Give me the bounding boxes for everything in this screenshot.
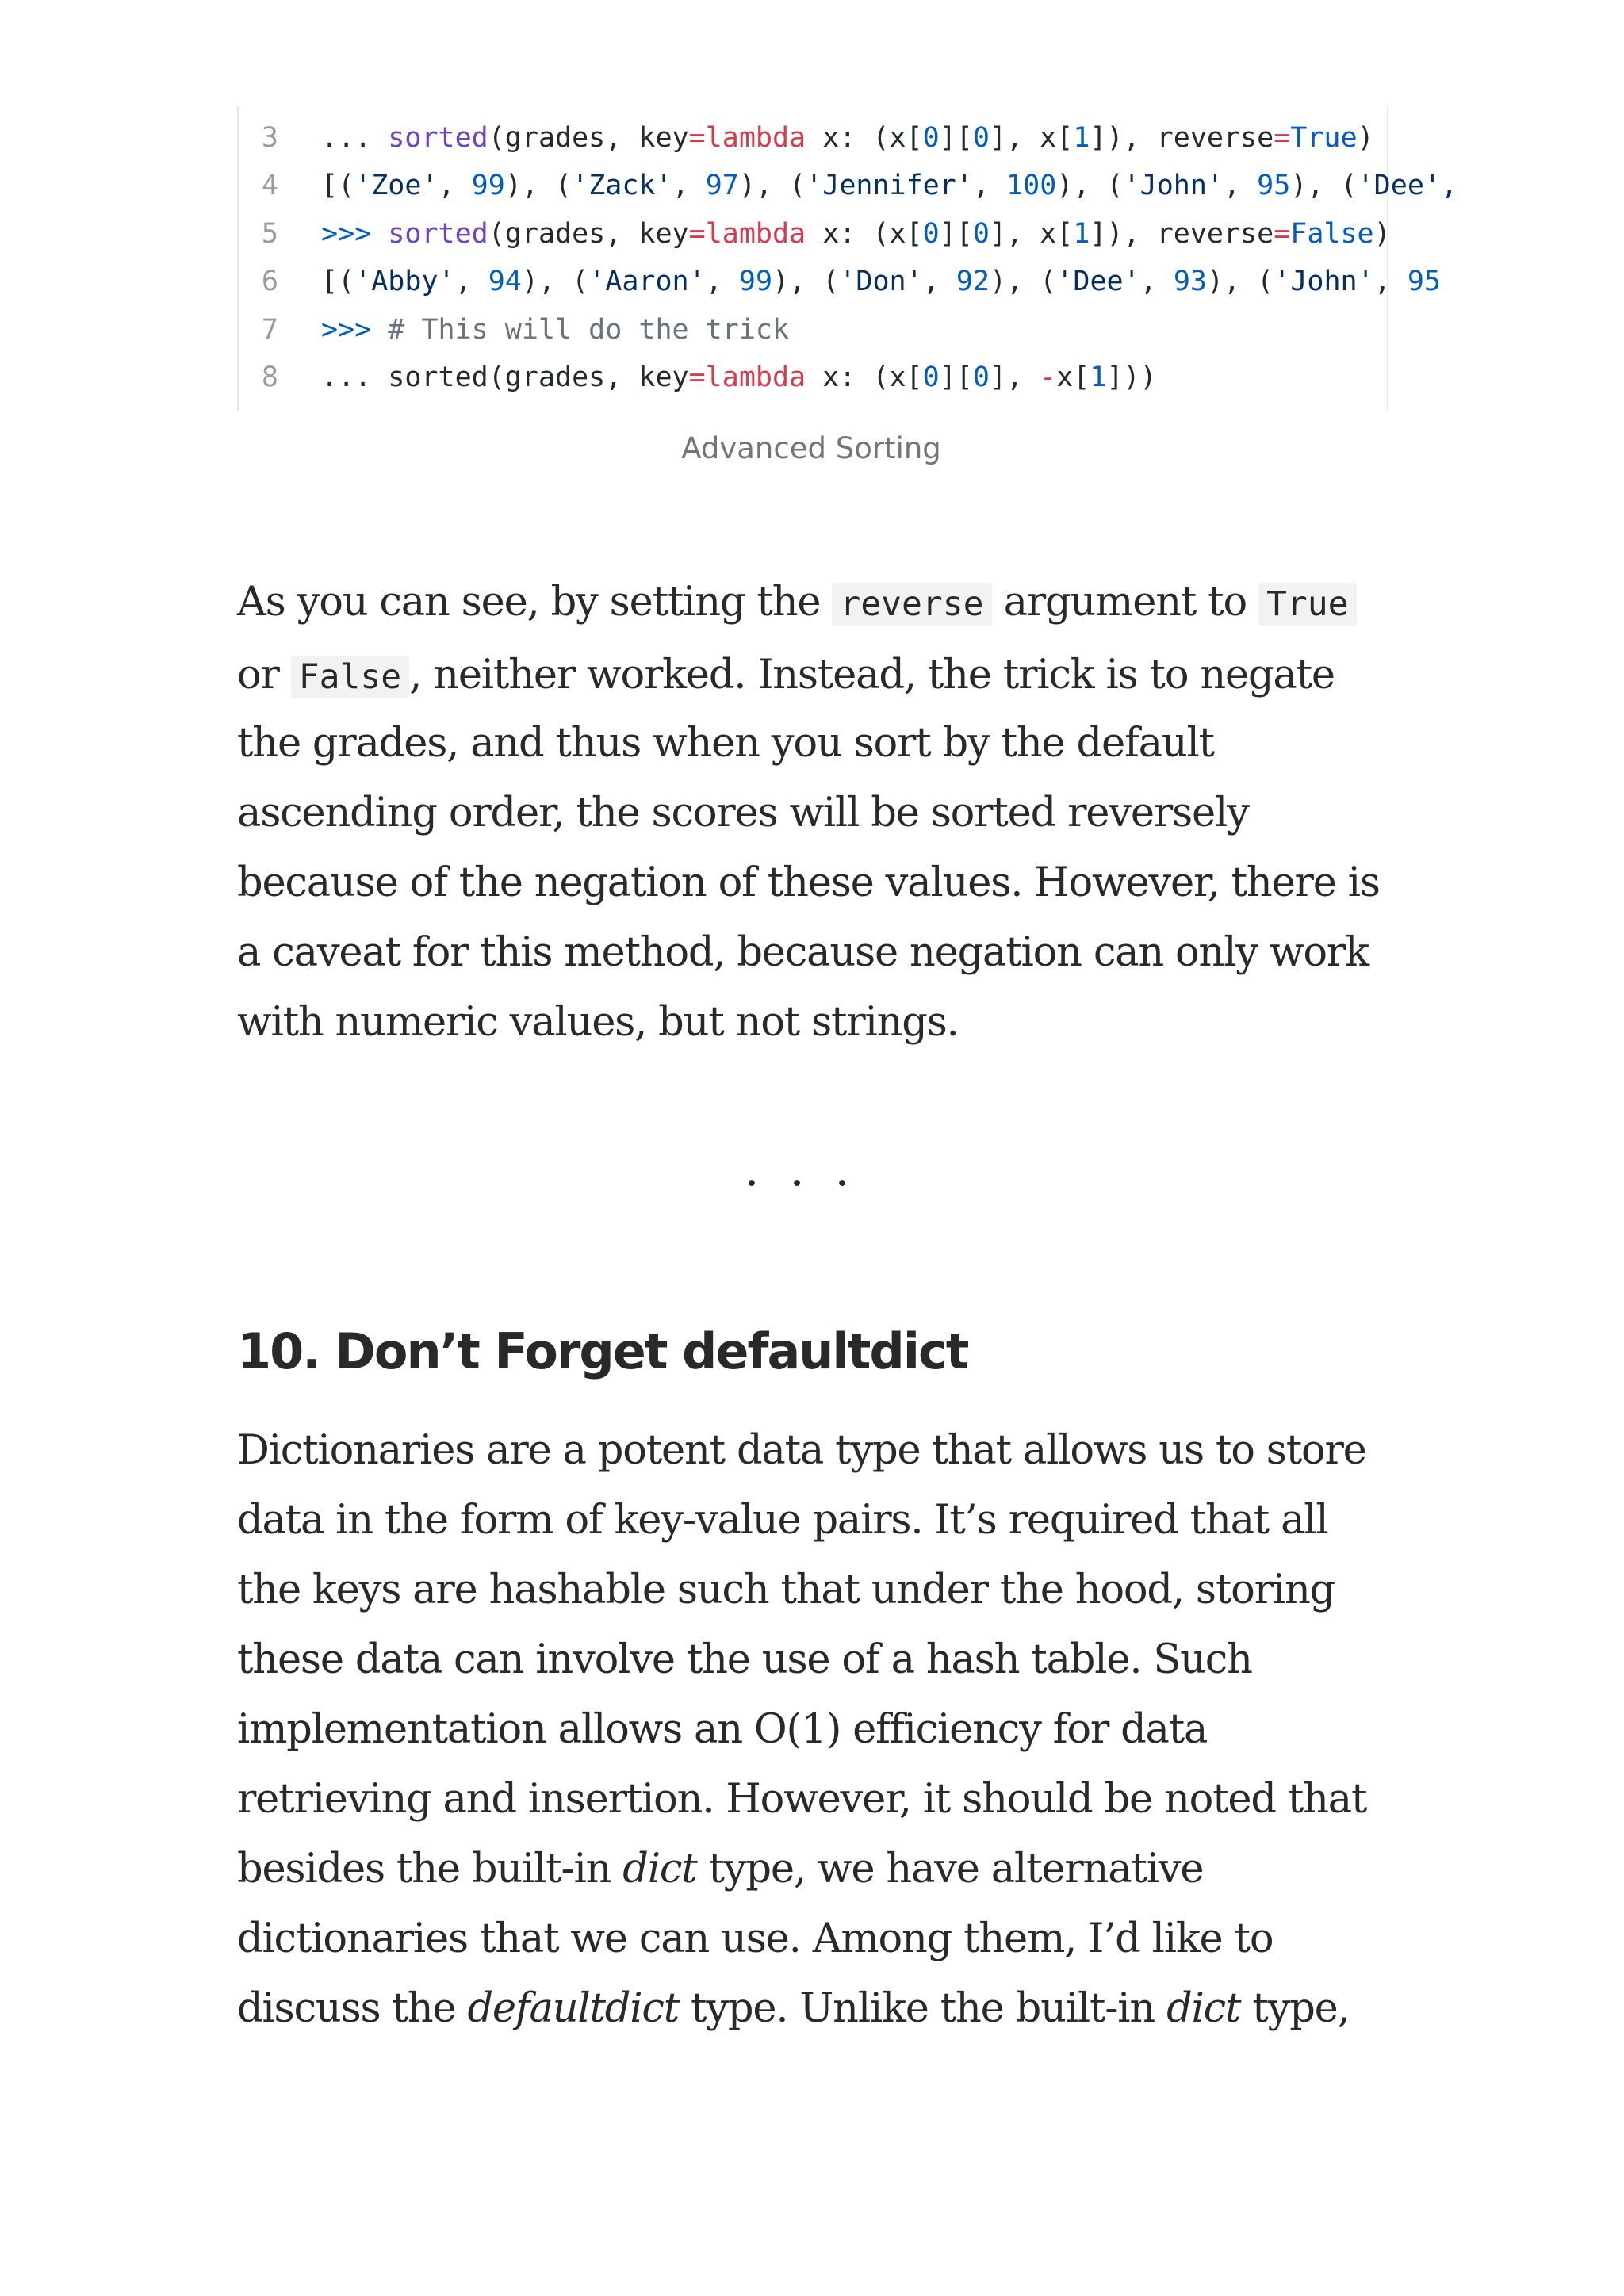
code-content — [321, 354, 1157, 401]
text-span: discuss the — [237, 1985, 468, 2032]
paragraph-line — [237, 1835, 1387, 1904]
code-token: , — [705, 266, 739, 297]
code-line — [239, 354, 1507, 401]
paragraph-line: because of the negation of these values. However, there is — [237, 859, 1380, 906]
code-token: sorted(grades, key — [388, 362, 689, 393]
code-token: ])) — [1106, 362, 1157, 393]
code-token: 0 — [972, 218, 990, 250]
code-token: , — [972, 170, 1007, 201]
code-token: sorted — [388, 218, 488, 250]
figure-caption: Advanced Sorting — [681, 431, 941, 465]
code-token: ][ — [939, 122, 973, 154]
paragraph-line: with numeric values, but not strings. — [237, 999, 959, 1046]
code-token: >>> — [321, 218, 389, 250]
code-token: ... — [321, 122, 389, 154]
code-token: , — [454, 266, 488, 297]
code-token: ), ( — [738, 170, 806, 201]
paragraph-line: dictionaries that we can use. Among them, I’d like to — [237, 1915, 1274, 1962]
code-token: ) — [1357, 122, 1374, 154]
code-token: 1 — [1073, 122, 1090, 154]
emphasis-defaultdict: defaultdict — [467, 1985, 680, 2032]
code-block — [237, 106, 1458, 411]
code-token: 'John' — [1274, 266, 1374, 297]
line-number: 7 — [261, 314, 278, 346]
text-span: type, we have alternative — [696, 1846, 1204, 1892]
line-number: 5 — [261, 218, 278, 250]
emphasis-dict: dict — [622, 1846, 697, 1892]
code-content — [321, 162, 1457, 209]
section-separator: ... — [744, 1142, 880, 1197]
code-token: ), ( — [990, 266, 1057, 297]
code-line — [239, 114, 1507, 162]
text-span: type. Unlike the built-in — [679, 1985, 1167, 2032]
code-content — [321, 210, 1391, 258]
code-token: ][ — [939, 218, 973, 250]
code-token: 'Don' — [839, 266, 923, 297]
code-token: = — [688, 122, 706, 154]
code-token: , — [1373, 266, 1408, 297]
code-token: lambda — [705, 362, 806, 393]
code-token: >>> — [321, 314, 389, 346]
code-token: ), ( — [521, 266, 589, 297]
code-token: 'Dee' — [1056, 266, 1140, 297]
code-token: ), ( — [1290, 170, 1358, 201]
inline-code-true: True — [1258, 583, 1357, 626]
code-token: 93 — [1173, 266, 1207, 297]
code-token: (grades, key — [488, 122, 689, 154]
paragraph-line — [237, 568, 1387, 637]
code-token: 'Dee', — [1357, 170, 1458, 201]
text-span: , neither worked. Instead, the trick is to negate — [409, 652, 1335, 698]
code-token: 'Zack' — [572, 170, 672, 201]
line-number: 3 — [261, 122, 278, 154]
code-token: , — [438, 170, 472, 201]
paragraph-line: a caveat for this method, because negation can only work — [237, 929, 1369, 976]
code-content — [321, 114, 1374, 162]
code-token: , — [1139, 266, 1174, 297]
code-token: lambda — [705, 122, 806, 154]
code-token: 94 — [488, 266, 522, 297]
paragraph-line — [237, 637, 1387, 709]
code-token: ], — [989, 362, 1040, 393]
code-token: x: (x[ — [806, 218, 923, 250]
text-span: besides the built-in — [237, 1846, 623, 1892]
code-token: , — [922, 266, 956, 297]
code-token: [( — [321, 170, 355, 201]
code-token: = — [688, 218, 706, 250]
line-number: 6 — [261, 266, 278, 297]
inline-code-false: False — [291, 656, 409, 698]
paragraph-line: implementation allows an O(1) efficiency for data — [237, 1706, 1208, 1753]
code-token: ), ( — [504, 170, 573, 201]
section-heading: 10. Don’t Forget defaultdict — [237, 1322, 968, 1380]
code-token: ... — [321, 362, 389, 393]
code-token: = — [688, 362, 706, 393]
code-token: 0 — [922, 362, 940, 393]
code-token: ]), reverse — [1090, 122, 1274, 154]
paragraph-line: ascending order, the scores will be sorted reversely — [237, 790, 1249, 836]
code-token: = — [1274, 122, 1291, 154]
code-token: sorted — [388, 122, 488, 154]
paragraph-line — [237, 1974, 1387, 2044]
code-token: ) — [1373, 218, 1391, 250]
code-token: 95 — [1407, 266, 1442, 297]
paragraph-line: the grades, and thus when you sort by the default — [237, 720, 1214, 767]
code-token: = — [1274, 218, 1291, 250]
code-token: 1 — [1090, 362, 1107, 393]
code-token: ], x[ — [989, 122, 1074, 154]
code-token: True — [1290, 122, 1358, 154]
paragraph-line: these data can involve the use of a hash table. Such — [237, 1636, 1252, 1683]
paragraph-line: Dictionaries are a potent data type that allows us to store — [237, 1427, 1366, 1474]
emphasis-dict: dict — [1166, 1985, 1241, 2032]
code-token: lambda — [705, 218, 806, 250]
code-token: 0 — [922, 122, 940, 154]
code-line — [239, 210, 1507, 258]
code-content — [321, 258, 1441, 305]
code-token: 'Aaron' — [588, 266, 706, 297]
text-span: type, — [1240, 1985, 1350, 2032]
code-token: 92 — [956, 266, 990, 297]
code-token: 95 — [1257, 170, 1291, 201]
code-line — [239, 258, 1507, 305]
code-token: x[ — [1056, 362, 1090, 393]
code-token: 99 — [738, 266, 773, 297]
paragraph-sorting-explanation — [237, 568, 1387, 1058]
code-token: # This will do the trick — [388, 314, 790, 346]
code-token: x: (x[ — [806, 362, 923, 393]
code-token: 0 — [972, 362, 990, 393]
code-token: ]), reverse — [1090, 218, 1274, 250]
code-token: 0 — [972, 122, 990, 154]
code-token: ), ( — [772, 266, 840, 297]
line-number: 8 — [261, 362, 278, 393]
code-content — [321, 306, 789, 354]
code-token: (grades, key — [488, 218, 689, 250]
code-token: [( — [321, 266, 355, 297]
code-line — [239, 162, 1507, 209]
code-token: 'Abby' — [354, 266, 455, 297]
code-token: , — [1224, 170, 1258, 201]
code-token: ), ( — [1056, 170, 1124, 201]
code-token: - — [1040, 362, 1057, 393]
inline-code-reverse: reverse — [832, 583, 991, 626]
code-token: 'John' — [1123, 170, 1224, 201]
code-token: 'Jennifer' — [806, 170, 973, 201]
code-token: , — [672, 170, 706, 201]
code-token: ), ( — [1206, 266, 1274, 297]
paragraph-defaultdict-intro — [237, 1416, 1387, 2044]
code-token: False — [1290, 218, 1374, 250]
code-token: ][ — [939, 362, 973, 393]
paragraph-line: data in the form of key-value pairs. It’s required that all — [237, 1497, 1328, 1544]
text-span: As you can see, by setting the — [237, 579, 833, 626]
code-token: 0 — [922, 218, 940, 250]
code-token: 97 — [705, 170, 739, 201]
code-token: 'Zoe' — [354, 170, 439, 201]
code-token: 1 — [1073, 218, 1090, 250]
paragraph-line: the keys are hashable such that under the hood, storing — [237, 1567, 1335, 1613]
paragraph-line: retrieving and insertion. However, it should be noted that — [237, 1776, 1367, 1823]
code-token: 100 — [1006, 170, 1057, 201]
code-token: x: (x[ — [806, 122, 923, 154]
line-number: 4 — [261, 170, 278, 201]
text-span: argument to — [991, 579, 1258, 626]
code-token: ], x[ — [989, 218, 1074, 250]
code-token: 99 — [471, 170, 505, 201]
code-line — [239, 306, 1507, 354]
text-span: or — [237, 652, 291, 698]
